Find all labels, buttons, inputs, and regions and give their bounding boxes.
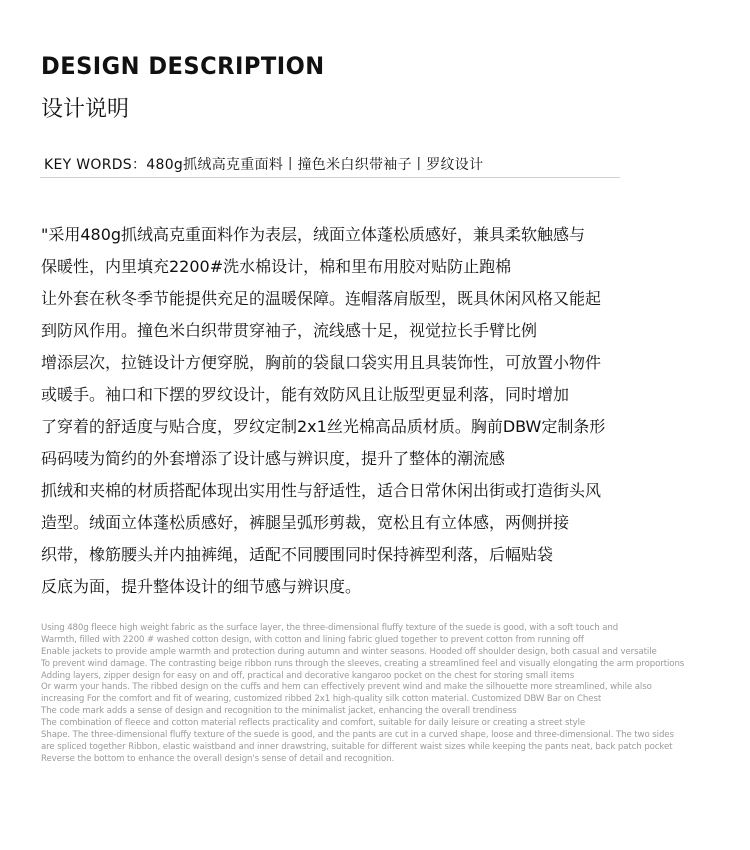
description-en-line: Enable jackets to provide ample warmth and protection during autumn and winter seasons. Hooded off shoulder design, both casual and versatile [41, 646, 657, 657]
keywords-line: KEY WORDS：480g抓绒高克重面料丨撞色米白织带袖子丨罗纹设计 [44, 157, 484, 173]
page-title-cn: 设计说明 [41, 97, 130, 122]
page-title-en: DESIGN DESCRIPTION [41, 52, 325, 80]
description-cn-line: 增添层次，拉链设计方便穿脱，胸前的袋鼠口袋实用且具装饰性，可放置小物件 [41, 353, 602, 372]
description-en [41, 623, 731, 766]
description-cn-line: 造型。绒面立体蓬松质感好，裤腿呈弧形剪裁，宽松且有立体感，两侧拼接 [41, 513, 570, 532]
description-cn-line: 到防风作用。撞色米白织带贯穿袖子，流线感十足，视觉拉长手臂比例 [41, 321, 538, 340]
description-cn-line: 码码唛为简约的外套增添了设计感与辨识度，提升了整体的潮流感 [41, 449, 506, 468]
description-en-line: Or warm your hands. The ribbed design on the cuffs and hem can effectively prevent wind and make the silhouette more streamlined, while also [41, 682, 652, 693]
description-cn [41, 223, 721, 607]
description-en-line: Reverse the bottom to enhance the overall design's sense of detail and recognition. [41, 753, 395, 764]
description-en-line: The code mark adds a sense of design and recognition to the minimalist jacket, enhancing the overall trendiness [41, 706, 517, 717]
description-cn-line: 保暖性，内里填充2200#洗水棉设计，棉和里布用胶对贴防止跑棉 [41, 257, 512, 276]
description-en-line: Shape. The three-dimensional fluffy texture of the suede is good, and the pants are cut in a curved shape, loose and three-dimensional. The two sides [41, 730, 674, 741]
description-cn-line: 或暖手。袖口和下摆的罗纹设计，能有效防风且让版型更显利落，同时增加 [41, 385, 570, 404]
keywords-divider [40, 177, 620, 178]
description-en-line: Warmth, filled with 2200 # washed cotton design, with cotton and lining fabric glued together to prevent cotton from running off [41, 634, 584, 645]
description-cn-line: 织带，橡筋腰头并内抽裤绳，适配不同腰围同时保持裤型利落，后幅贴袋 [41, 545, 554, 564]
description-en-line: The combination of fleece and cotton material reflects practicality and comfort, suitable for daily leisure or creating a street style [41, 718, 586, 729]
description-cn-line: 反底为面，提升整体设计的细节感与辨识度。 [41, 577, 362, 596]
description-cn-line: "采用480g抓绒高克重面料作为表层，绒面立体蓬松质感好，兼具柔软触感与 [41, 225, 586, 244]
description-en-line: Using 480g fleece high weight fabric as the surface layer, the three-dimensional fluffy texture of the suede is good, with a soft touch and [41, 623, 619, 633]
description-cn-line: 抓绒和夹棉的材质搭配体现出实用性与舒适性，适合日常休闲出街或打造街头风 [41, 481, 602, 500]
description-cn-line: 让外套在秋冬季节能提供充足的温暖保障。连帽落肩版型，既具休闲风格又能起 [41, 289, 602, 308]
description-cn-line: 了穿着的舒适度与贴合度，罗纹定制2x1丝光棉高品质材质。胸前DBW定制条形 [41, 417, 606, 436]
description-en-line: increasing For the comfort and fit of wearing, customized ribbed 2x1 high-quality silk cotton material. Customized DBW Bar on Chest [41, 694, 602, 705]
description-en-line: Adding layers, zipper design for easy on and off, practical and decorative kangaroo pocket on the chest for storing small items [41, 670, 575, 681]
description-en-line: are spliced together Ribbon, elastic waistband and inner drawstring, suitable for different waist sizes while keeping the pants neat, back patch pocket [41, 741, 673, 752]
description-en-line: To prevent wind damage. The contrasting beige ribbon runs through the sleeves, creating a streamlined feel and visually elongating the arm proportions [41, 658, 685, 669]
